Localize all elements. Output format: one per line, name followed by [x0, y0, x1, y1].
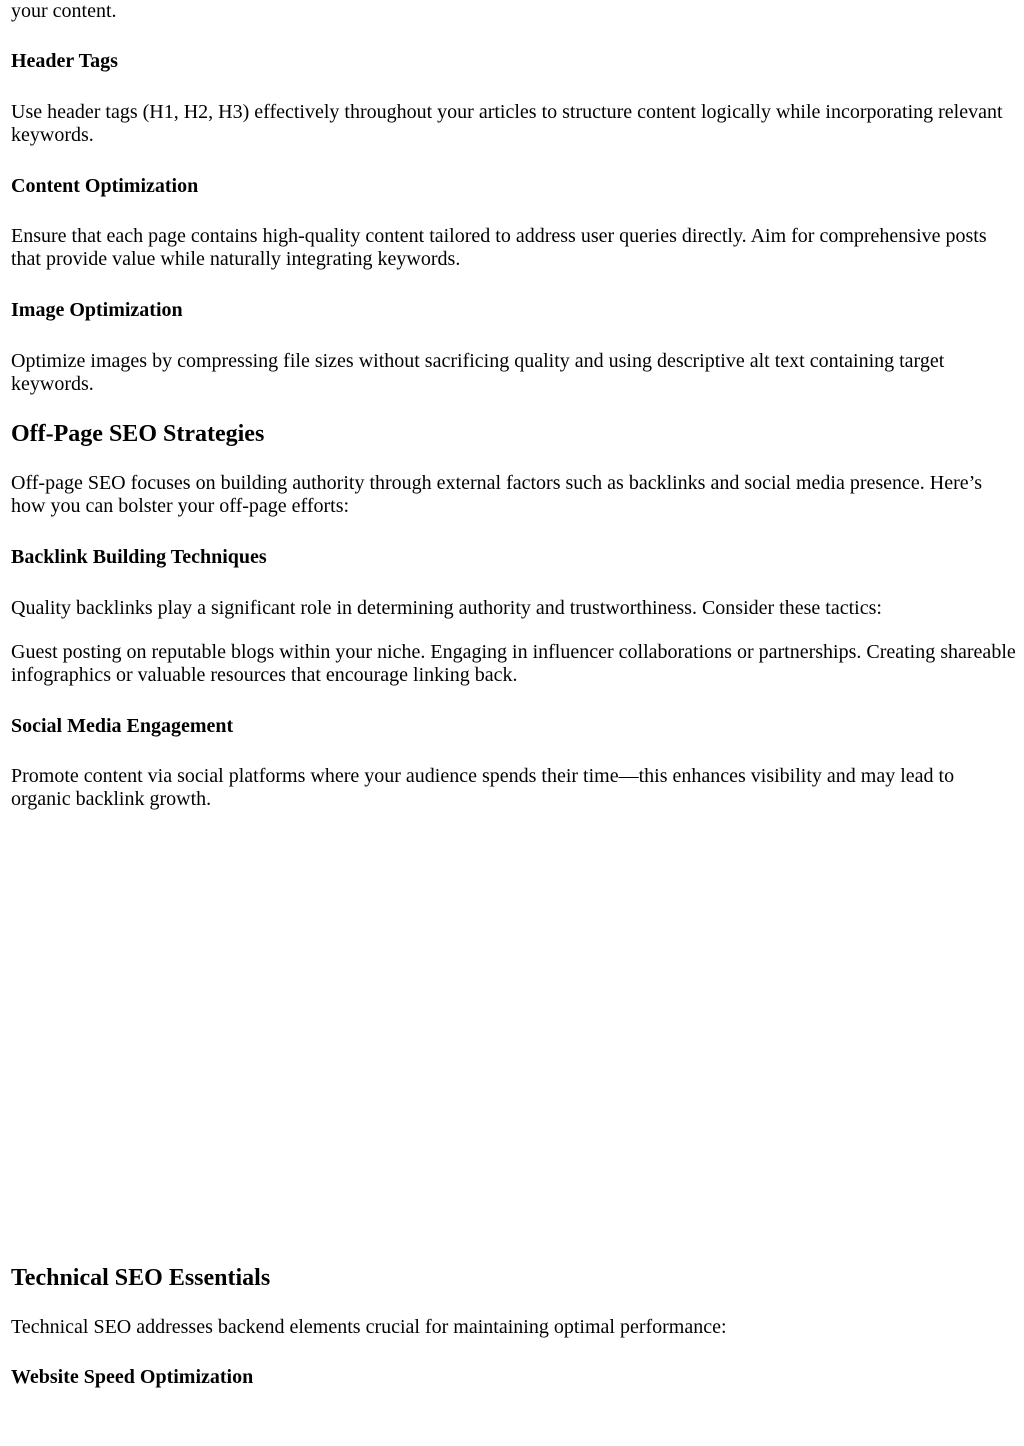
header-tags-paragraph: Use header tags (H1, H2, H3) effectively throughout your articles to structure content logically while incorporating relevant keywords.	[11, 101, 1003, 146]
social-media-heading: Social Media Engagement	[11, 715, 234, 737]
website-speed-heading: Website Speed Optimization	[11, 1366, 254, 1388]
technical-seo-heading: Technical SEO Essentials	[11, 1265, 271, 1291]
off-page-seo-heading: Off-Page SEO Strategies	[11, 421, 265, 447]
image-optimization-heading: Image Optimization	[11, 299, 183, 321]
backlink-tactics-paragraph: Guest posting on reputable blogs within your niche. Engaging in influencer collaborations or partnerships. Creating shareable infographics or valuable resources that encourage linking back.	[11, 641, 1016, 686]
technical-seo-intro-paragraph: Technical SEO addresses backend elements crucial for maintaining optimal performance:	[11, 1316, 727, 1338]
content-optimization-heading: Content Optimization	[11, 175, 199, 197]
backlink-building-heading: Backlink Building Techniques	[11, 546, 267, 568]
content-optimization-paragraph: Ensure that each page contains high-quality content tailored to address user queries directly. Aim for comprehensive posts that provide value while naturally integrating keywords.	[11, 225, 987, 270]
header-tags-heading: Header Tags	[11, 50, 118, 72]
social-media-paragraph: Promote content via social platforms where your audience spends their time—this enhances visibility and may lead to organic backlink growth.	[11, 765, 955, 810]
intro-tail-text: your content.	[11, 0, 117, 22]
off-page-intro-paragraph: Off-page SEO focuses on building authority through external factors such as backlinks and social media presence. Here’s how you can bolster your off-page efforts:	[11, 472, 983, 517]
image-optimization-paragraph: Optimize images by compressing file sizes without sacrificing quality and using descriptive alt text containing target keywords.	[11, 350, 945, 395]
backlink-building-paragraph: Quality backlinks play a significant role in determining authority and trustworthiness. Consider these tactics:	[11, 597, 882, 619]
